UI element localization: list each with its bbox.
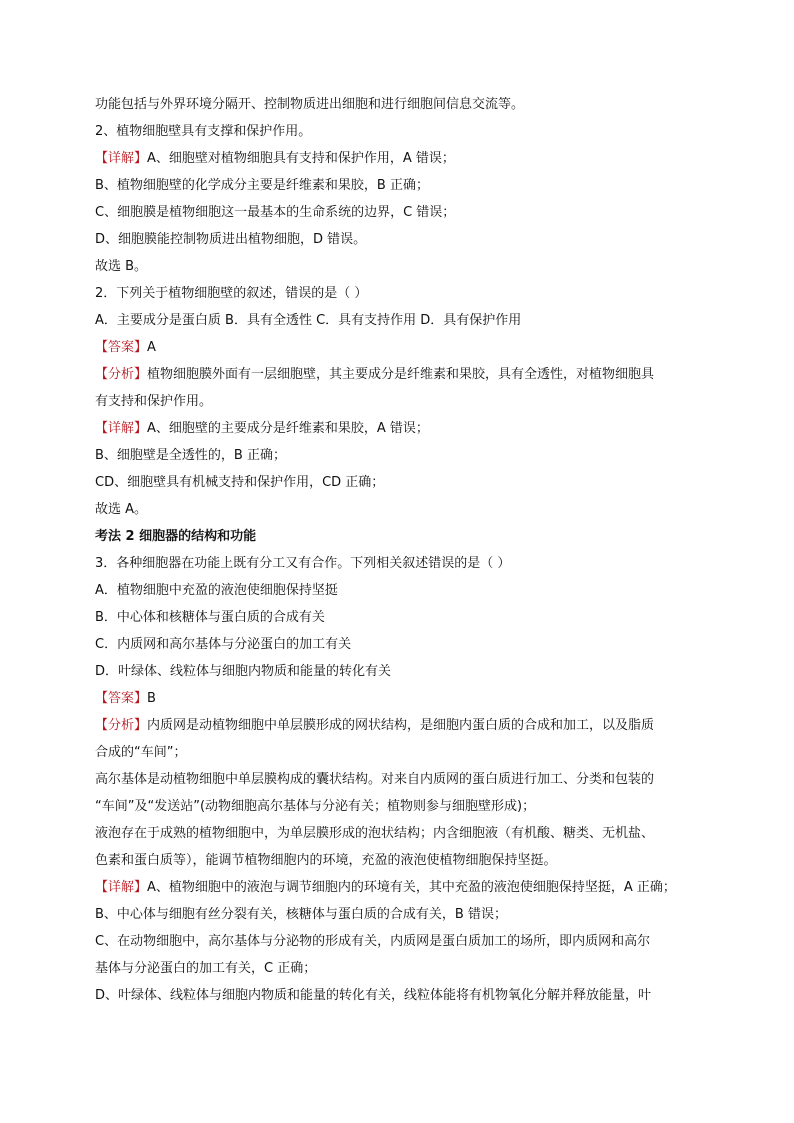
analysis-line: 【分析】植物细胞膜外面有一层细胞壁，其主要成分是纤维素和果胶，具有全透性，对植物细胞具 — [95, 367, 655, 382]
answer-line: 【答案】A — [95, 340, 156, 355]
text-line: “车间”及“发送站”(动物细胞高尔基体与分泌有关；植物则参与细胞壁形成)； — [95, 799, 536, 814]
text-line: 有支持和保护作用。 — [95, 394, 213, 409]
option-b: B．中心体和核糖体与蛋白质的合成有关 — [95, 610, 325, 625]
option-d: D．叶绿体、线粒体与细胞内物质和能量的转化有关 — [95, 664, 392, 679]
text-line: 故选 A。 — [95, 502, 148, 517]
text-line: 液泡存在于成熟的植物细胞中，为单层膜形成的泡状结构；内含细胞液（有机酸、糖类、无机盐、 — [95, 826, 655, 841]
section-tag: 【分析】 — [95, 367, 148, 382]
question-stem: 3．各种细胞器在功能上既有分工又有合作。下列相关叙述错误的是（ ） — [95, 556, 511, 571]
text-line: B、细胞壁是全透性的，B 正确； — [95, 448, 286, 463]
text-line: D、叶绿体、线粒体与细胞内物质和能量的转化有关，线粒体能将有机物氧化分解并释放能量，叶 — [95, 988, 652, 1003]
section-tag: 【分析】 — [95, 718, 148, 733]
text-line: 合成的“车间”； — [95, 745, 187, 760]
text-line: C、在动物细胞中，高尔基体与分泌物的形成有关，内质网是蛋白质加工的场所，即内质网和高尔 — [95, 934, 651, 949]
text-line: 【详解】A、植物细胞中的液泡与调节细胞内的环境有关，其中充盈的液泡使细胞保持坚挺，A 正确； — [95, 880, 676, 895]
section-tag: 【详解】 — [95, 880, 148, 895]
section-tag: 【答案】 — [95, 691, 148, 706]
section-heading: 考法 2 细胞器的结构和功能 — [95, 529, 257, 544]
text-line: 功能包括与外界环境分隔开、控制物质进出细胞和进行细胞间信息交流等。 — [95, 97, 525, 112]
analysis-line: 【分析】内质网是动植物细胞中单层膜形成的网状结构，是细胞内蛋白质的合成和加工，以及脂质 — [95, 718, 655, 733]
option-a: A．植物细胞中充盈的液泡使细胞保持坚挺 — [95, 583, 338, 598]
text-line: 【详解】A、细胞壁的主要成分是纤维素和果胶，A 错误； — [95, 421, 429, 436]
text-line: B、中心体与细胞有丝分裂有关，核糖体与蛋白质的合成有关，B 错误； — [95, 907, 507, 922]
question-options: A．主要成分是蛋白质 B．具有全透性 C．具有支持作用 D．具有保护作用 — [95, 313, 522, 328]
text-line: 【详解】A、细胞壁对植物细胞具有支持和保护作用，A 错误； — [95, 151, 455, 166]
text-line: 色素和蛋白质等），能调节植物细胞内的环境，充盈的液泡使植物细胞保持坚挺。 — [95, 853, 557, 868]
question-stem: 2．下列关于植物细胞壁的叙述，错误的是（ ） — [95, 286, 368, 301]
text-line: 故选 B。 — [95, 259, 148, 274]
text-line: C、细胞膜是植物细胞这一最基本的生命系统的边界，C 错误； — [95, 205, 456, 220]
section-tag: 【详解】 — [95, 151, 148, 166]
text-line: CD、细胞壁具有机械支持和保护作用，CD 正确； — [95, 475, 385, 490]
section-tag: 【详解】 — [95, 421, 148, 436]
text-line: 基体与分泌蛋白的加工有关，C 正确； — [95, 961, 317, 976]
text-line: D、细胞膜能控制物质进出植物细胞，D 错误。 — [95, 232, 367, 247]
text-line: 高尔基体是动植物细胞中单层膜构成的囊状结构。对来自内质网的蛋白质进行加工、分类和包装的 — [95, 772, 655, 787]
answer-line: 【答案】B — [95, 691, 156, 706]
section-tag: 【答案】 — [95, 340, 148, 355]
option-c: C．内质网和高尔基体与分泌蛋白的加工有关 — [95, 637, 352, 652]
text-line: 2、植物细胞壁具有支撑和保护作用。 — [95, 124, 312, 139]
text-line: B、植物细胞壁的化学成分主要是纤维素和果胶，B 正确； — [95, 178, 429, 193]
